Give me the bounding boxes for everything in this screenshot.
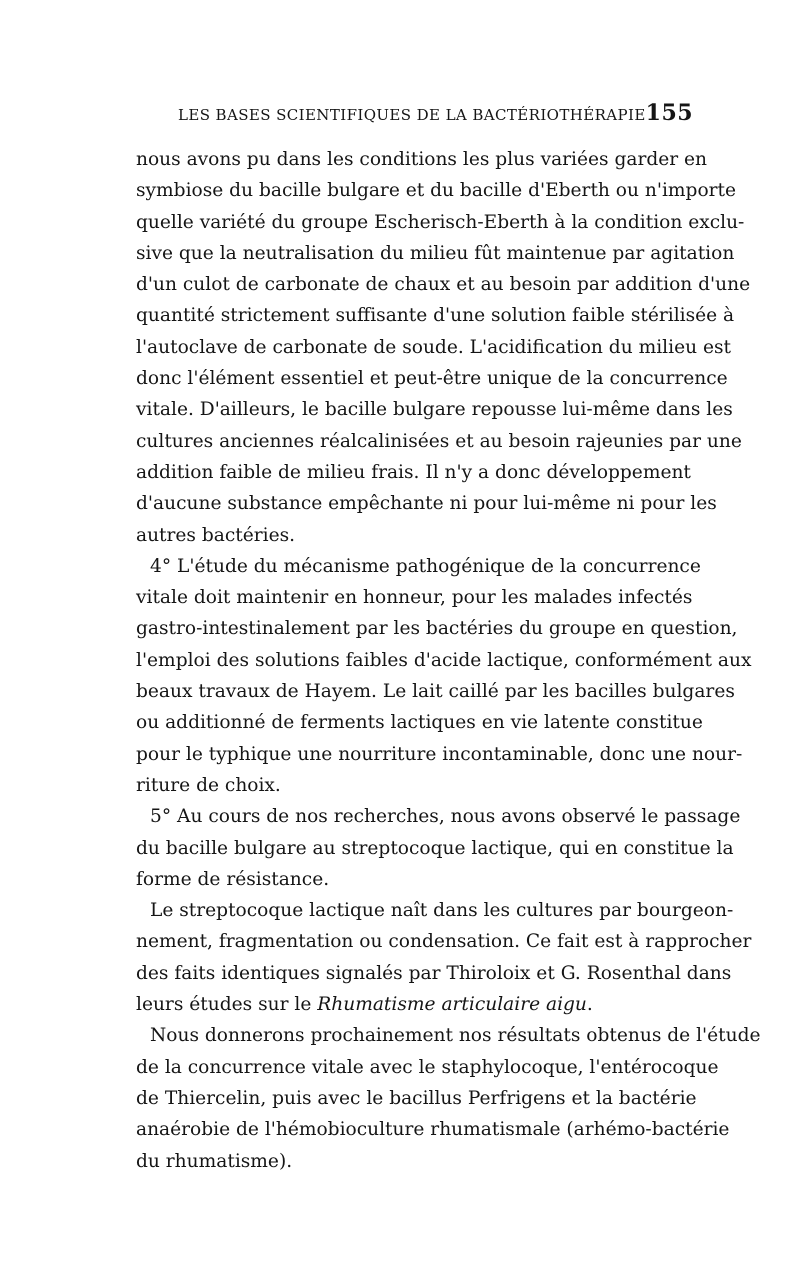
- paragraph-5-line: de Thiercelin, puis avec le bacillus Perfrigens et la bactérie: [136, 1087, 697, 1109]
- paragraph-4-line: des faits identiques signalés par Thiroloix et G. Rosenthal dans: [136, 962, 732, 984]
- paragraph-5-line: de la concurrence vitale avec le staphylocoque, l'entérocoque: [136, 1056, 719, 1078]
- paragraph-5-line: anaérobie de l'hémobioculture rhumatismale (arhémo-bactérie: [136, 1119, 730, 1141]
- paragraph-5-line: du rhumatisme).: [136, 1150, 293, 1172]
- paragraph-3-line: forme de résistance.: [136, 868, 330, 890]
- paragraph-1-line: quelle variété du groupe Escherisch-Eberth à la condition exclu-: [136, 211, 745, 233]
- paragraph-4-line: nement, fragmentation ou condensation. Ce fait est à rapprocher: [136, 931, 752, 953]
- paragraph-3-line: 5° Au cours de nos recherches, nous avons observé le passage: [150, 806, 741, 828]
- page-number: 155: [645, 100, 694, 126]
- body-text: [136, 144, 761, 1177]
- paragraph-2-line: gastro-intestinalement par les bactéries du groupe en question,: [136, 618, 738, 640]
- paragraph-4-line: Le streptocoque lactique naît dans les cultures par bourgeon-: [150, 900, 734, 922]
- paragraph-1-line: symbiose du bacille bulgare et du bacille d'Eberth ou n'importe: [136, 180, 737, 202]
- paragraph-5-line: Nous donnerons prochainement nos résultats obtenus de l'étude: [150, 1025, 761, 1047]
- paragraph-1-line: quantité strictement suffisante d'une solution faible stérilisée à: [136, 305, 735, 327]
- paragraph-1-line: cultures anciennes réalcalinisées et au besoin rajeunies par une: [136, 430, 742, 452]
- running-title: LES BASES SCIENTIFIQUES DE LA BACTÉRIOTHÉRAPIE: [178, 106, 646, 124]
- paragraph-2-line: ou additionné de ferments lactiques en vie latente constitue: [136, 712, 703, 734]
- paragraph-1-line: addition faible de milieu frais. Il n'y a donc développement: [136, 461, 691, 483]
- paragraph-4-last-line-prefix: leurs études sur le: [136, 994, 318, 1016]
- paragraph-2-line: beaux travaux de Hayem. Le lait caillé par les bacilles bulgares: [136, 681, 735, 703]
- running-head: [178, 100, 694, 136]
- paragraph-2-line: pour le typhique une nourriture incontaminable, donc une nour-: [136, 743, 743, 765]
- paragraph-1-line: autres bactéries.: [136, 524, 296, 546]
- work-title-italic: Rhumatisme articulaire aigu: [317, 994, 587, 1016]
- paragraph-4-last-line-suffix: .: [586, 994, 593, 1016]
- paragraph-2-line: vitale doit maintenir en honneur, pour les malades infectés: [136, 587, 693, 609]
- paragraph-1-line: nous avons pu dans les conditions les plus variées garder en: [136, 149, 708, 170]
- paragraph-2-line: riture de choix.: [136, 774, 281, 796]
- paragraph-1-line: sive que la neutralisation du milieu fût maintenue par agitation: [136, 242, 735, 264]
- paragraph-1-line: donc l'élément essentiel et peut-être unique de la concurrence: [136, 368, 728, 390]
- paragraph-2-line: l'emploi des solutions faibles d'acide lactique, conformément aux: [136, 649, 752, 671]
- paragraph-2-line: 4° L'étude du mécanisme pathogénique de la concurrence: [150, 555, 701, 577]
- paragraph-1-line: vitale. D'ailleurs, le bacille bulgare repousse lui-même dans les: [136, 399, 733, 421]
- paragraph-1-line: l'autoclave de carbonate de soude. L'acidification du milieu est: [136, 336, 731, 358]
- paragraph-3-line: du bacille bulgare au streptocoque lactique, qui en constitue la: [136, 837, 734, 859]
- paragraph-1-line: d'aucune substance empêchante ni pour lui-même ni pour les: [136, 493, 717, 515]
- paragraph-1-line: d'un culot de carbonate de chaux et au besoin par addition d'une: [136, 274, 751, 296]
- paragraph-4-line: [136, 989, 684, 1020]
